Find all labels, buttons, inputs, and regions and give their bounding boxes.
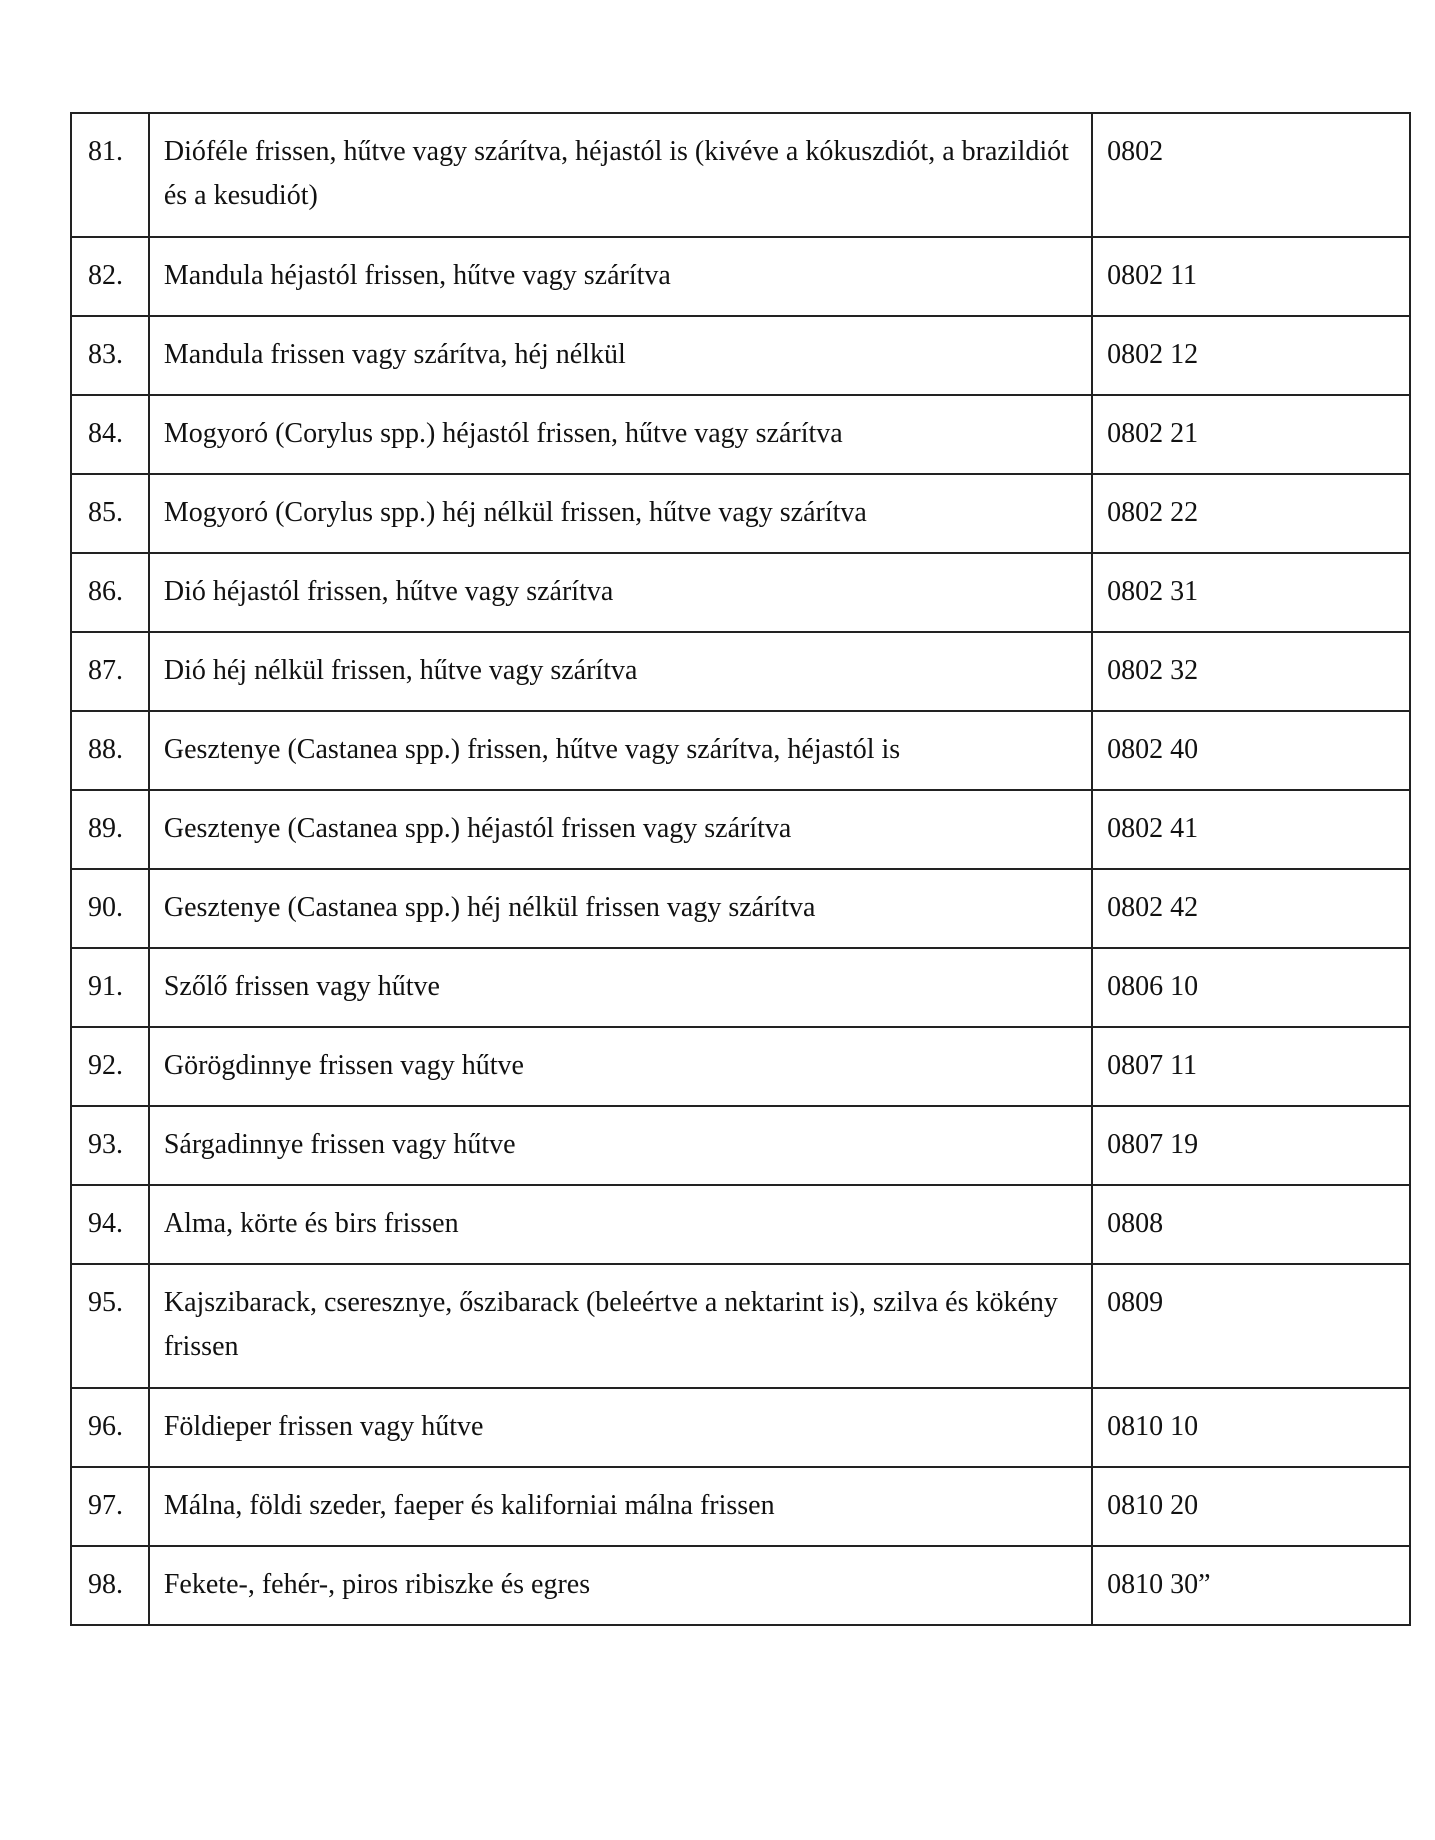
row-number-cell: 96. [71,1388,149,1467]
code-cell: 0802 31 [1092,553,1410,632]
table-row [71,1467,1410,1546]
row-number-cell: 93. [71,1106,149,1185]
code-cell: 0802 32 [1092,632,1410,711]
description-cell: Földieper frissen vagy hűtve [149,1388,1092,1467]
code-cell: 0807 11 [1092,1027,1410,1106]
table-body [71,113,1410,1625]
row-number-cell: 83. [71,316,149,395]
description-cell: Gesztenye (Castanea spp.) frissen, hűtve vagy szárítva, héjastól is [149,711,1092,790]
description-cell: Gesztenye (Castanea spp.) héj nélkül frissen vagy szárítva [149,869,1092,948]
code-cell: 0807 19 [1092,1106,1410,1185]
table-row [71,711,1410,790]
row-number-cell: 85. [71,474,149,553]
table-row [71,553,1410,632]
row-number-cell: 86. [71,553,149,632]
row-number-cell: 82. [71,237,149,316]
code-cell: 0810 10 [1092,1388,1410,1467]
row-number-cell: 92. [71,1027,149,1106]
description-cell: Fekete-, fehér-, piros ribiszke és egres [149,1546,1092,1625]
table-row [71,1264,1410,1388]
description-cell: Mandula héjastól frissen, hűtve vagy szárítva [149,237,1092,316]
row-number-cell: 81. [71,113,149,237]
table-row [71,790,1410,869]
code-cell: 0802 12 [1092,316,1410,395]
row-number-cell: 91. [71,948,149,1027]
code-cell: 0802 22 [1092,474,1410,553]
description-cell: Málna, földi szeder, faeper és kaliforniai málna frissen [149,1467,1092,1546]
description-cell: Görögdinnye frissen vagy hűtve [149,1027,1092,1106]
table-row [71,1546,1410,1625]
row-number-cell: 87. [71,632,149,711]
code-cell: 0802 42 [1092,869,1410,948]
row-number-cell: 89. [71,790,149,869]
table-row [71,1027,1410,1106]
description-cell: Gesztenye (Castanea spp.) héjastól frissen vagy szárítva [149,790,1092,869]
code-cell: 0809 [1092,1264,1410,1388]
description-cell: Alma, körte és birs frissen [149,1185,1092,1264]
description-cell: Mogyoró (Corylus spp.) héj nélkül frissen, hűtve vagy szárítva [149,474,1092,553]
code-cell: 0802 [1092,113,1410,237]
description-cell: Szőlő frissen vagy hűtve [149,948,1092,1027]
row-number-cell: 88. [71,711,149,790]
table-row [71,1106,1410,1185]
row-number-cell: 97. [71,1467,149,1546]
table-row [71,869,1410,948]
code-cell: 0802 41 [1092,790,1410,869]
row-number-cell: 95. [71,1264,149,1388]
row-number-cell: 98. [71,1546,149,1625]
code-cell: 0808 [1092,1185,1410,1264]
table-row [71,1388,1410,1467]
table-row [71,395,1410,474]
code-cell: 0806 10 [1092,948,1410,1027]
table-row [71,113,1410,237]
description-cell: Mandula frissen vagy szárítva, héj nélkül [149,316,1092,395]
description-cell: Dió héjastól frissen, hűtve vagy szárítva [149,553,1092,632]
table-row [71,316,1410,395]
table-row [71,474,1410,553]
code-cell: 0802 21 [1092,395,1410,474]
row-number-cell: 84. [71,395,149,474]
description-cell: Dió héj nélkül frissen, hűtve vagy szárítva [149,632,1092,711]
code-cell: 0810 20 [1092,1467,1410,1546]
code-cell: 0802 11 [1092,237,1410,316]
description-cell: Dióféle frissen, hűtve vagy szárítva, héjastól is (kivéve a kókuszdiót, a brazildiót és a kesudiót) [149,113,1092,237]
table-row [71,948,1410,1027]
table-row [71,632,1410,711]
description-cell: Sárgadinnye frissen vagy hűtve [149,1106,1092,1185]
row-number-cell: 90. [71,869,149,948]
product-code-table [70,112,1411,1626]
description-cell: Kajszibarack, cseresznye, őszibarack (beleértve a nektarint is), szilva és kökény frissen [149,1264,1092,1388]
description-cell: Mogyoró (Corylus spp.) héjastól frissen, hűtve vagy szárítva [149,395,1092,474]
table-row [71,1185,1410,1264]
code-cell: 0810 30” [1092,1546,1410,1625]
table-row [71,237,1410,316]
code-cell: 0802 40 [1092,711,1410,790]
row-number-cell: 94. [71,1185,149,1264]
